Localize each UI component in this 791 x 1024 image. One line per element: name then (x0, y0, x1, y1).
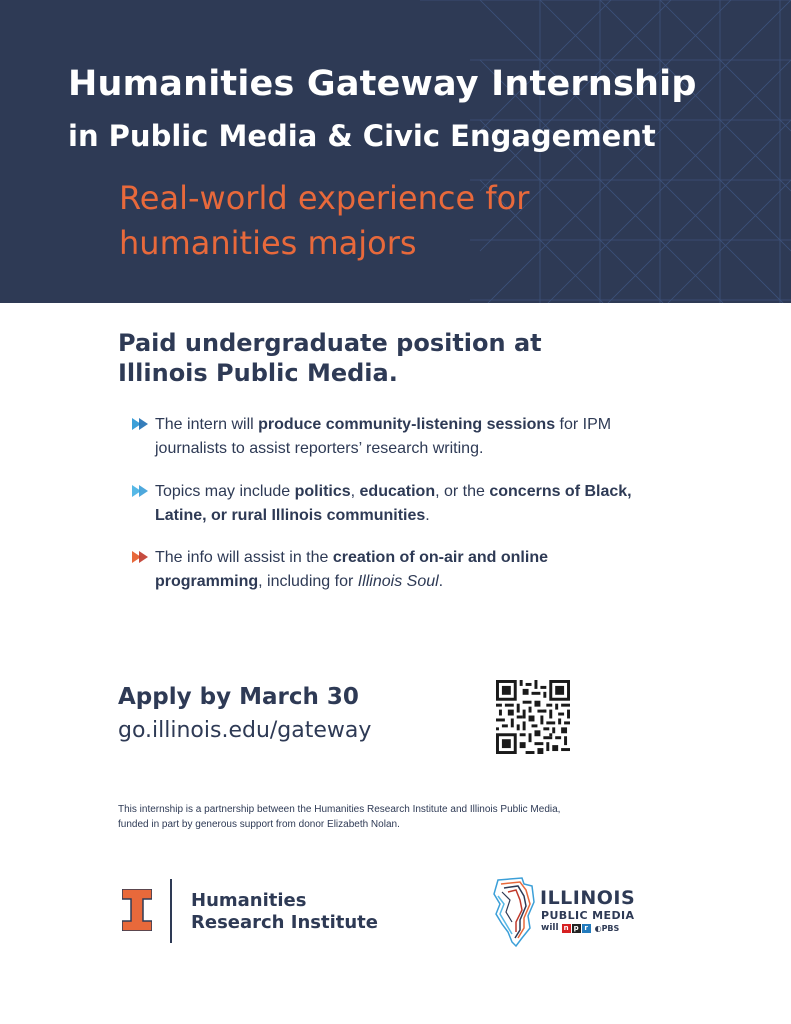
apply-url-link[interactable]: go.illinois.edu/gateway (118, 718, 372, 743)
apply-deadline: Apply by March 30 (118, 684, 359, 710)
npr-logo: n p r (562, 924, 592, 933)
double-arrow-icon (132, 550, 152, 564)
bullet-item: The intern will produce community-listening sessions for IPM journalists to assist reporters’ research writing. (132, 413, 652, 461)
lead-heading: Paid undergraduate position at Illinois Public Media. (118, 329, 542, 387)
bullet-item: The info will assist in the creation of on-air and online programming, including for Illinois Soul. (132, 546, 652, 594)
illinois-block-i-logo (122, 889, 152, 931)
hri-logo-text: Humanities Research Institute (191, 890, 378, 933)
double-arrow-icon (132, 484, 152, 498)
title-line-2: in Public Media & Civic Engagement (68, 119, 656, 153)
double-arrow-icon (132, 417, 152, 431)
ipm-logo-title: ILLINOIS (540, 887, 636, 909)
ipm-affiliates (541, 923, 619, 933)
ipm-logo-subtitle: PUBLIC MEDIA (541, 909, 635, 922)
will-label: will (541, 923, 559, 933)
header-banner (0, 0, 791, 303)
pbs-logo: ◐PBS (594, 923, 620, 933)
illinois-map-logo (492, 876, 538, 948)
logo-divider (170, 879, 172, 943)
qr-code[interactable] (496, 680, 570, 754)
subtitle: Real-world experience for humanities majors (119, 179, 530, 262)
bullet-item: Topics may include politics, education, or the concerns of Black, Latine, or rural Illinois communities. (132, 480, 652, 528)
title-line-1: Humanities Gateway Internship (68, 64, 697, 104)
partnership-footnote: This internship is a partnership between the Humanities Research Institute and Illinois Public Media, funded in part by generous support from donor Elizabeth Nolan. (118, 804, 561, 830)
